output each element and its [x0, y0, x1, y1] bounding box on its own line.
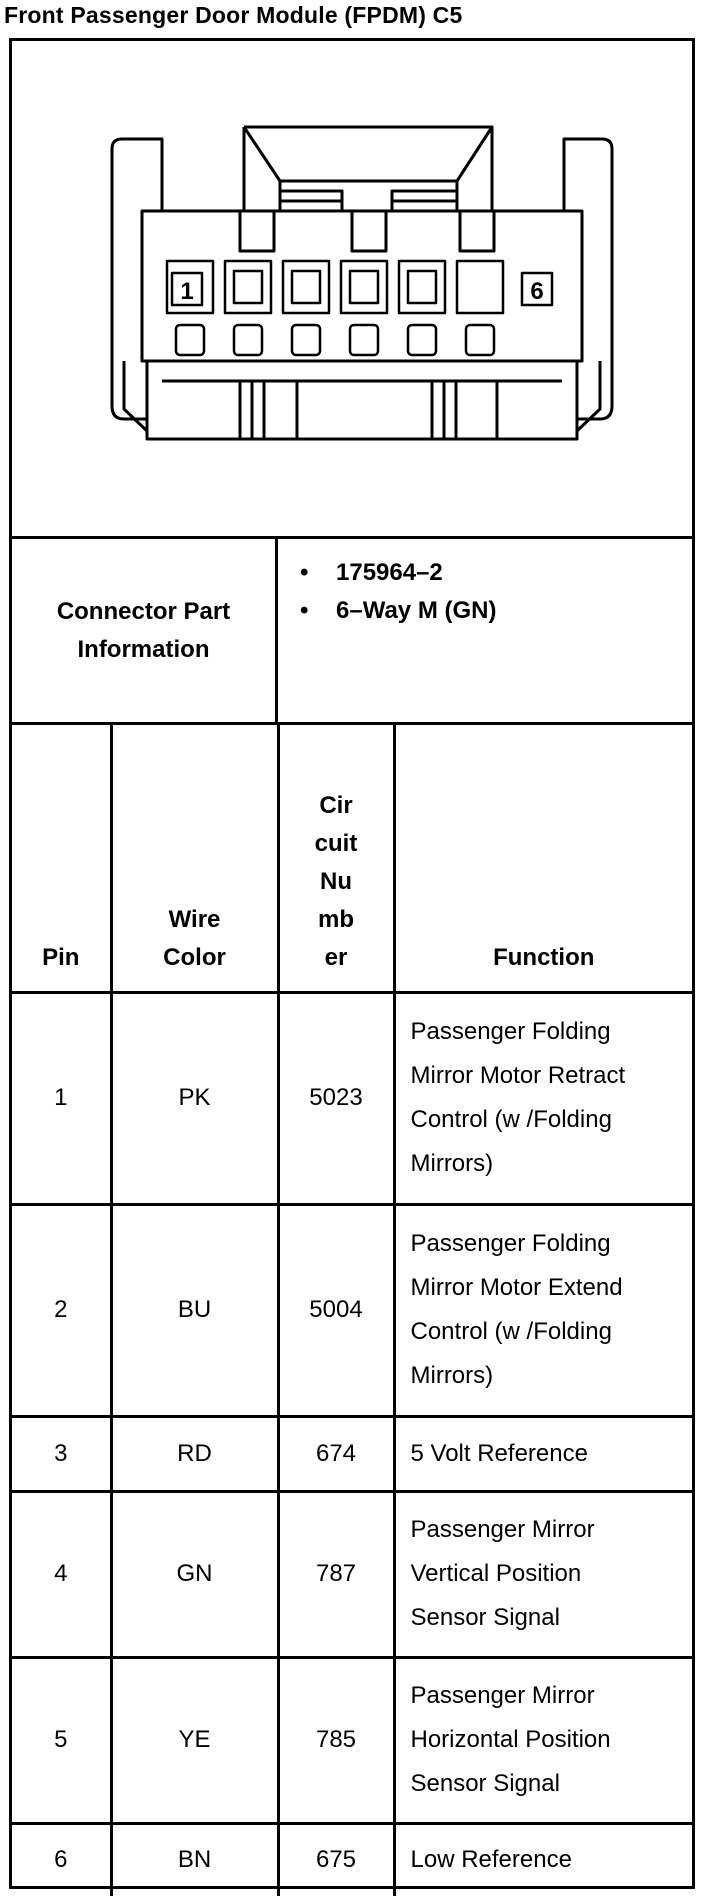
terminal-pad	[292, 325, 320, 355]
pin-cell: 2	[12, 1204, 111, 1416]
function-cell: Passenger Mirror Horizontal Position Sensor Signal	[394, 1657, 692, 1823]
table-row	[12, 1657, 692, 1823]
terminal-pad	[466, 325, 494, 355]
wire-color-cell: GN	[111, 1491, 278, 1657]
table-row	[12, 1823, 692, 1896]
table-row	[12, 1491, 692, 1657]
wire-color-cell: YE	[111, 1657, 278, 1823]
connector-part-label-line1: Connector Part	[56, 597, 231, 625]
function-cell: Low Reference	[394, 1823, 692, 1896]
wire-color-cell: BU	[111, 1204, 278, 1416]
part-type-item	[300, 597, 496, 625]
terminal-pad	[350, 325, 378, 355]
pin-cell: 4	[12, 1491, 111, 1657]
wire-color-cell: RD	[111, 1416, 278, 1491]
bullet: •	[300, 597, 309, 624]
function-cell: Passenger Folding Mirror Motor Retract Control (w /Folding Mirrors)	[394, 992, 692, 1204]
header-circuit-number: Cir cuit Nu mb er	[278, 725, 394, 992]
connector-diagram-section	[12, 41, 692, 539]
pinout-table	[12, 725, 692, 1896]
function-cell: 5 Volt Reference	[394, 1416, 692, 1491]
connector-part-label-line2: Information	[77, 635, 210, 663]
terminal-cavity-inner	[350, 271, 378, 303]
terminal-cavity-inner	[234, 271, 262, 303]
table-row	[12, 1416, 692, 1491]
terminal-cavity-inner	[292, 271, 320, 303]
circuit-cell: 785	[278, 1657, 394, 1823]
terminal-pad	[176, 325, 204, 355]
connector-diagram	[12, 41, 692, 536]
connector-document	[9, 38, 695, 1889]
circuit-cell: 674	[278, 1416, 394, 1491]
terminal-pad	[234, 325, 262, 355]
bullet: •	[300, 559, 309, 586]
page-title: Front Passenger Door Module (FPDM) C5	[4, 2, 463, 28]
terminal-cavity	[225, 261, 271, 313]
header-function: Function	[394, 725, 692, 992]
pin-cell: 6	[12, 1823, 111, 1896]
connector-part-values	[278, 539, 692, 722]
header-wire-color: Wire Color	[111, 725, 278, 992]
terminal-cavity	[341, 261, 387, 313]
terminal-cavity-inner	[408, 271, 436, 303]
pin-cell: 3	[12, 1416, 111, 1491]
wire-color-cell: BN	[111, 1823, 278, 1896]
terminal-pad	[408, 325, 436, 355]
function-cell: Passenger Folding Mirror Motor Extend Control (w /Folding Mirrors)	[394, 1204, 692, 1416]
table-row	[12, 992, 692, 1204]
part-number-item	[300, 559, 443, 587]
terminal-cavity	[399, 261, 445, 313]
terminal-cavity	[457, 261, 503, 313]
part-number: 175964–2	[336, 559, 443, 586]
pin-6-label: 6	[530, 278, 544, 305]
terminal-cavity	[283, 261, 329, 313]
connector-part-label	[12, 539, 278, 722]
circuit-cell: 5023	[278, 992, 394, 1204]
pin-cell: 5	[12, 1657, 111, 1823]
circuit-cell: 5004	[278, 1204, 394, 1416]
pin-cell: 1	[12, 992, 111, 1204]
wire-color-cell: PK	[111, 992, 278, 1204]
header-pin: Pin	[12, 725, 111, 992]
table-row	[12, 1204, 692, 1416]
function-cell: Passenger Mirror Vertical Position Sensor Signal	[394, 1491, 692, 1657]
circuit-cell: 675	[278, 1823, 394, 1896]
circuit-cell: 787	[278, 1491, 394, 1657]
pin-1-label: 1	[180, 278, 194, 305]
connector-part-info	[12, 539, 692, 725]
part-type: 6–Way M (GN)	[336, 597, 497, 624]
